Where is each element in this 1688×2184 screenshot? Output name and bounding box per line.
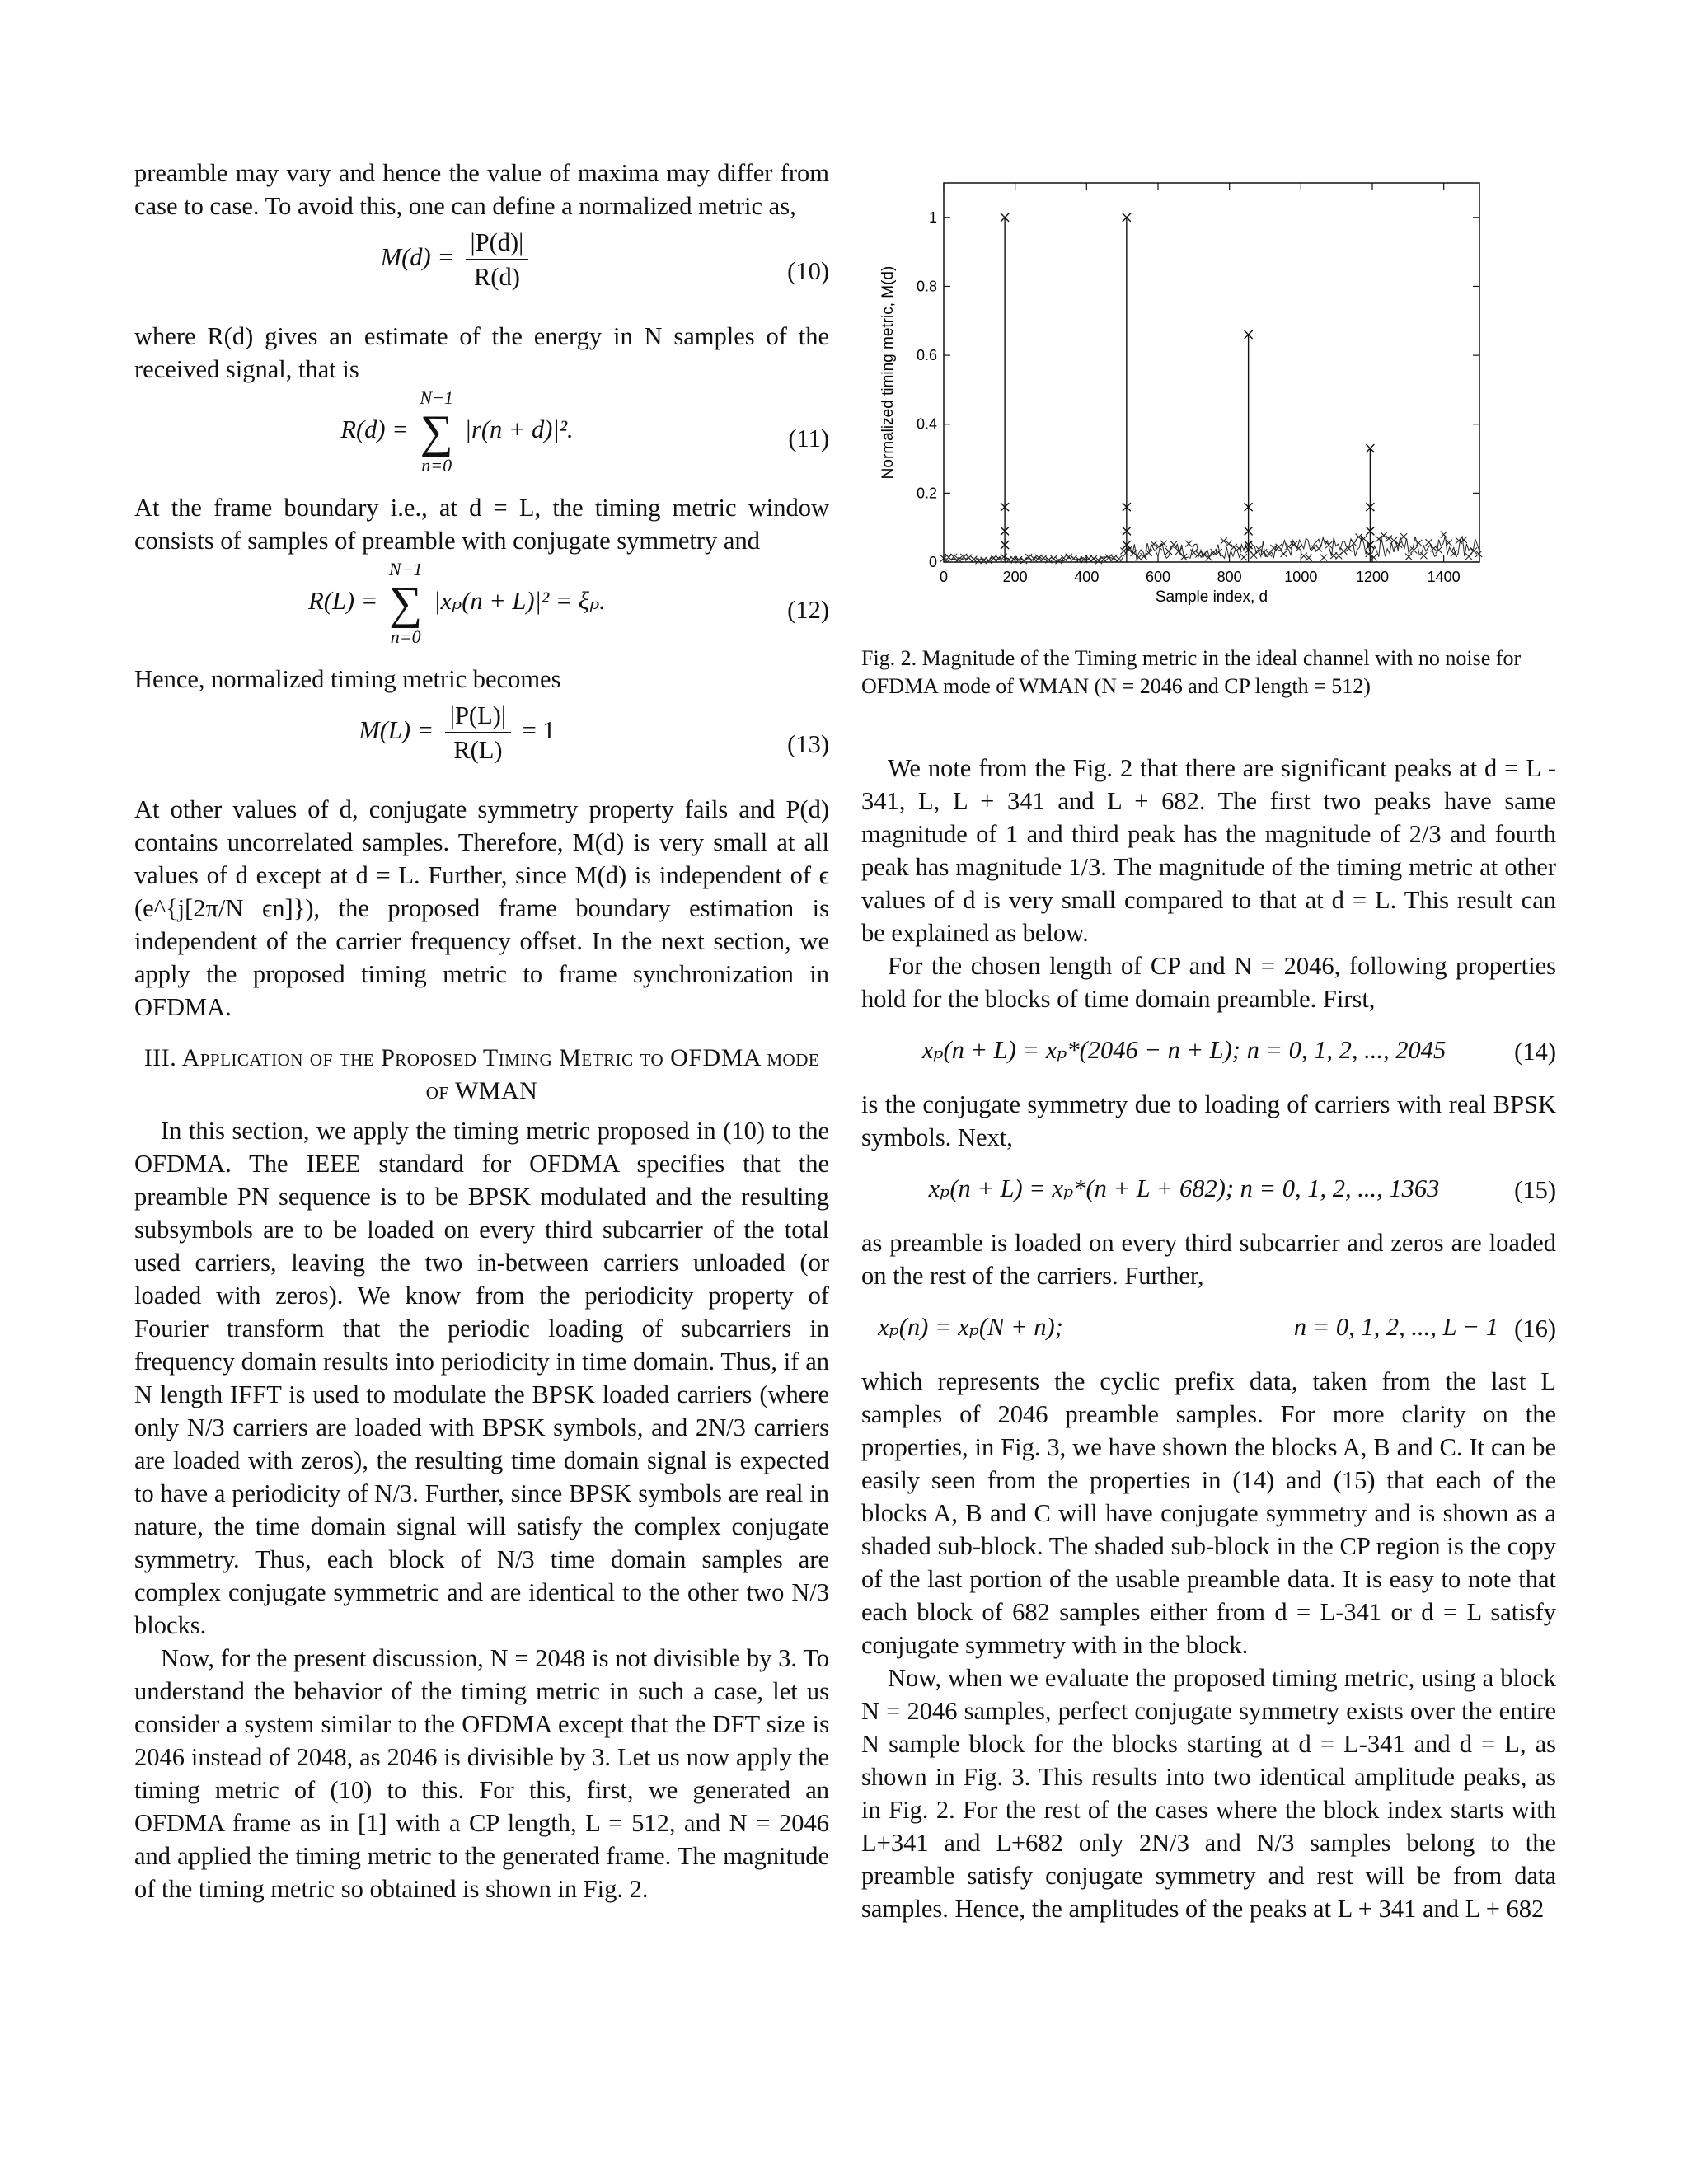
figure-caption: Fig. 2. Magnitude of the Timing metric in the ideal channel with no noise for OFDMA mode of WMAN (N = 2046 and CP length = 512): [861, 646, 1522, 698]
denominator: R(d): [473, 263, 520, 291]
floor-marker: [1400, 533, 1407, 540]
paragraph: which represents the cyclic prefix data, taken from the last L samples of 2046 preamble samples. For more clarity on the properties, in Fig. 3, we have shown the blocks A, B and C. It can be easily seen from the properties in (14) and (15) that each of the blocks A, B and C will have conjugate symmetry and is shown as a shaded sub-block. The shaded sub-block in the CP region is the copy of the last portion of the usable preamble data. It is easy to note that each block of 682 samples either from d = L-341 or d = L satisfy conjugate symmetry with in the block.: [861, 1367, 1556, 1659]
equation-lhs: M(d) =: [380, 243, 454, 271]
x-tick-label: 1200: [1355, 569, 1390, 585]
equation-10: [134, 226, 829, 316]
floor-marker: [1315, 545, 1322, 551]
floor-marker: [1281, 551, 1287, 557]
paragraph: is the conjugate symmetry due to loading of carriers with real BPSK symbols. Next,: [861, 1090, 1556, 1151]
plot-frame: [944, 183, 1479, 562]
floor-marker: [1320, 555, 1327, 561]
equation-number: (16): [1514, 1315, 1556, 1343]
equation-lhs: R(L) =: [308, 587, 378, 615]
y-axis-label: Normalized timing metric, M(d): [879, 265, 897, 480]
equation-15: [861, 1157, 1556, 1223]
sum-lower-limit: n=0: [390, 626, 421, 647]
equation-lhs: R(d) =: [340, 415, 409, 443]
equation-body: xₚ(n + L) = xₚ*(2046 − n + L); n = 0, 1, 2, ..., 2045: [921, 1036, 1447, 1064]
floor-marker: [1165, 548, 1172, 555]
y-tick-label: 1: [928, 209, 937, 226]
equation-left: xₚ(n) = xₚ(N + n);: [878, 1313, 1063, 1341]
paragraph: In this section, we apply the timing metric proposed in (10) to the OFDMA. The IEEE standard for OFDMA specifies that the preamble PN sequence is to be BPSK modulated and the resulting subsymbols are to be loaded on every third subcarrier of the total used carriers, leaving the two in-between carriers unloaded (or loaded with zeros). We know from the periodicity property of Fourier transform that the periodic loading of subcarriers in frequency domain results into periodicity in time domain. Thus, if an N length IFFT is used to modulate the BPSK loaded carriers (where only N/3 carriers are loaded with BPSK symbols, and 2N/3 carriers are loaded with zeros), the resulting time domain signal is expected to have a periodicity of N/3. Further, since BPSK symbols are real in nature, the time domain signal will satisfy the complex conjugate symmetry. Thus, each block of N/3 time domain samples are complex conjugate symmetric and are identical to the other two N/3 blocks.: [134, 1117, 829, 1639]
y-tick-label: 0.8: [916, 278, 937, 295]
x-tick-label: 1000: [1284, 569, 1318, 585]
x-tick-label: 600: [1145, 569, 1171, 585]
paragraph: where R(d) gives an estimate of the energy in N samples of the received signal, that is: [134, 322, 829, 383]
y-tick-label: 0.4: [916, 415, 937, 433]
floor-marker: [1115, 555, 1122, 562]
fraction: [445, 699, 511, 766]
floor-marker: [1090, 555, 1097, 562]
floor-marker: [1405, 554, 1412, 560]
floor-marker: [1250, 552, 1257, 559]
metric-floor-series: [944, 536, 1479, 561]
section-heading: III. Application of the Proposed Timing Metric to OFDMA mode of WMAN: [143, 1044, 820, 1104]
floor-marker: [1420, 552, 1427, 559]
x-tick-label: 200: [1002, 569, 1028, 585]
floor-marker: [1371, 554, 1377, 560]
floor-marker: [1175, 548, 1182, 555]
equation-rhs: |r(n + d)|².: [464, 415, 574, 443]
paragraph: as preamble is loaded on every third subcarrier and zeros are loaded on the rest of the carriers. Further,: [861, 1229, 1556, 1290]
floor-marker: [1441, 532, 1447, 538]
equation-number: (10): [787, 257, 829, 285]
floor-marker: [1451, 551, 1457, 557]
right-column: [861, 752, 1556, 1925]
x-tick-label: 0: [939, 569, 949, 585]
floor-marker: [1071, 555, 1077, 562]
figure-2: [861, 173, 1556, 701]
equation-13: [134, 699, 829, 790]
equation-number: (12): [787, 596, 829, 624]
equation-right: n = 0, 1, 2, ..., L − 1: [1293, 1313, 1498, 1341]
sum-lower-limit: n=0: [421, 455, 452, 476]
floor-marker: [1390, 537, 1397, 544]
floor-marker: [1410, 546, 1417, 553]
paragraph: At other values of d, conjugate symmetry property fails and P(d) contains uncorrelated samples. Therefore, M(d) is very small at all values of d except at d = L. Further, since M(d) is independent of ϵ (e^{j[2π/N ϵn]}), the proposed frame boundary estimation is independent of the carrier frequency offset. In the next section, we apply the proposed timing metric to frame synchronization in OFDMA.: [134, 795, 829, 1021]
floor-marker: [1066, 554, 1072, 560]
sum-upper-limit: N−1: [420, 387, 453, 408]
y-tick-label: 0.6: [916, 347, 937, 364]
floor-marker: [1415, 540, 1422, 546]
paragraph: Now, when we evaluate the proposed timing metric, using a block N = 2046 samples, perfect conjugate symmetry exists over the entire N sample block for the blocks starting at d = L-341 and d = L, as shown in Fig. 3. This results into two identical amplitude peaks, as in Fig. 2. For the rest of the cases where the block index starts with L+341 and L+682 only 2N/3 and N/3 samples belong to the preamble satisfy conjugate symmetry and rest will be from data samples. Hence, the amplitudes of the peaks at L + 341 and L + 682: [861, 1664, 1556, 1923]
floor-marker: [1376, 536, 1382, 542]
equation-rhs: |xₚ(n + L)|² = ξₚ.: [434, 587, 606, 615]
x-axis-label: Sample index, d: [1155, 588, 1268, 606]
equation-lhs: M(L) =: [359, 716, 434, 744]
floor-marker: [1240, 554, 1247, 560]
floor-marker: [1425, 539, 1432, 546]
denominator: R(L): [453, 736, 503, 764]
equation-rhs: = 1: [522, 716, 556, 744]
y-tick-label: 0: [928, 554, 937, 570]
x-tick-label: 400: [1074, 569, 1100, 585]
floor-marker: [1446, 540, 1452, 546]
numerator: |P(d)|: [466, 226, 529, 260]
equation-16: [861, 1296, 1556, 1361]
equation-number: (13): [787, 730, 829, 758]
equation-number: (14): [1514, 1038, 1556, 1066]
floor-marker: [1301, 553, 1307, 560]
floor-marker: [1170, 541, 1177, 548]
equation-14: [861, 1019, 1556, 1085]
equation-12: [134, 560, 829, 659]
summation: [389, 560, 423, 646]
floor-marker: [1146, 550, 1152, 556]
floor-marker: [965, 555, 972, 561]
equation-11: [134, 389, 829, 488]
floor-marker: [1306, 555, 1312, 561]
paragraph: For the chosen length of CP and N = 2046, following properties hold for the blocks of time domain preamble. First,: [861, 952, 1556, 1013]
equation-number: (15): [1514, 1176, 1556, 1204]
sigma-symbol: ∑: [389, 578, 423, 629]
floor-marker: [1465, 553, 1472, 560]
paragraph: preamble may vary and hence the value of maxima may differ from case to case. To avoid this, one can define a normalized metric as,: [134, 159, 829, 220]
x-tick-label: 1400: [1427, 569, 1461, 585]
floor-marker: [1231, 544, 1237, 551]
equation-number: (11): [788, 424, 829, 452]
floor-marker: [1461, 537, 1467, 543]
floor-marker: [1436, 546, 1442, 553]
floor-marker: [996, 555, 1002, 562]
left-column: [134, 157, 829, 1905]
paragraph: We note from the Fig. 2 that there are significant peaks at d = L - 341, L, L + 341 and L + 682. The first two peaks have same magnitude of 1 and third peak has the magnitude of 2/3 and fourth peak has magnitude 1/3. The magnitude of the timing metric at other values of d is very small compared to that at d = L. This result can be explained as below.: [861, 754, 1556, 947]
sum-upper-limit: N−1: [388, 559, 423, 579]
paragraph: At the frame boundary i.e., at d = L, the timing metric window consists of samples of preamble with conjugate symmetry and: [134, 494, 829, 555]
numerator: |P(L)|: [445, 699, 511, 733]
x-tick-label: 800: [1217, 569, 1242, 585]
sigma-symbol: ∑: [420, 406, 453, 457]
floor-marker: [1185, 541, 1192, 547]
y-tick-label: 0.2: [916, 485, 937, 502]
paragraph: Hence, normalized timing metric becomes: [134, 665, 561, 693]
summation: [420, 389, 453, 475]
equation-body: xₚ(n + L) = xₚ*(n + L + 682); n = 0, 1, 2, ..., 1363: [928, 1174, 1440, 1202]
paragraph: Now, for the present discussion, N = 2048 is not divisible by 3. To understand the behavior of the timing metric in such a case, let us consider a system similar to the OFDMA except that the DFT size is 2046 instead of 2048, as 2046 is divisible by 3. Let us now apply the timing metric of (10) to this. For this, first, we generated an OFDMA frame as in [1] with a CP length, L = 512, and N = 2046 and applied the timing metric to the generated frame. The magnitude of the timing metric so obtained is shown in Fig. 2.: [134, 1644, 829, 1903]
floor-marker: [1050, 555, 1057, 562]
timing-metric-chart: [861, 173, 1556, 618]
fraction: [466, 226, 529, 293]
